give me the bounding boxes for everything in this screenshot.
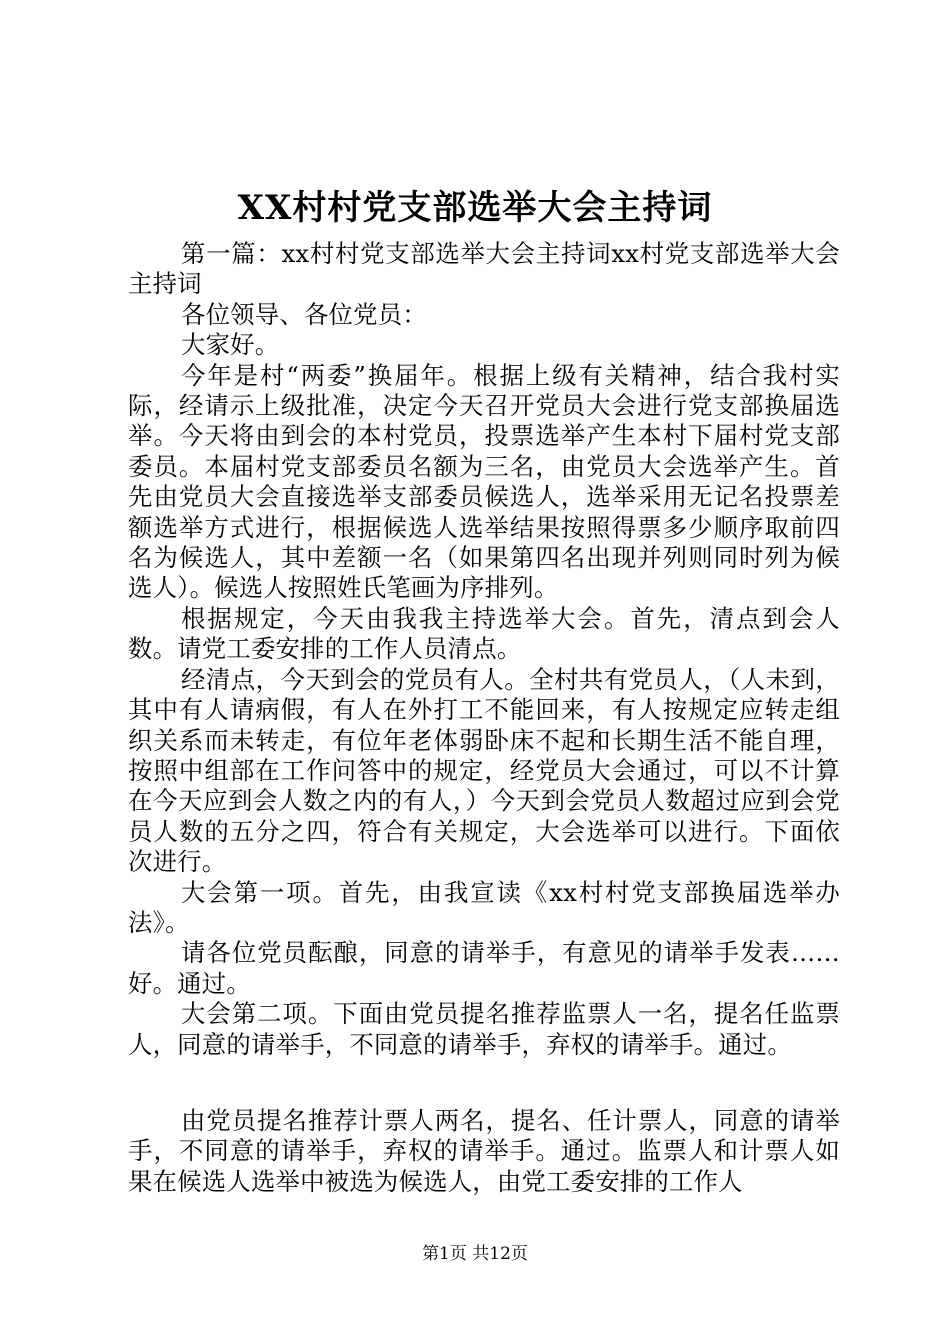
page-number-footer: 第1页 共12页 — [422, 1244, 528, 1264]
paragraph-heading: 第一篇：xx村村党支部选举大会主持词xx村党支部选举大会主持词 — [128, 239, 840, 299]
paragraph-item-two: 大会第二项。下面由党员提名推荐监票人一名，提名任监票人，同意的请举手，不同意的请举手，弃权的请举手。通过。 — [128, 999, 840, 1059]
paragraph-salutation: 各位领导、各位党员： — [181, 299, 427, 329]
paragraph-vote-counters: 由党员提名推荐计票人两名，提名、任计票人，同意的请举手，不同意的请举手，弃权的请举手。通过。监票人和计票人如果在候选人选举中被选为候选人，由党工委安排的工作人 — [128, 1105, 840, 1196]
paragraph-attendance-result: 经清点，今天到会的党员有人。全村共有党员人，（人未到，其中有人请病假，有人在外打工不能回来，有人按规定应转走组织关系而未转走，有位年老体弱卧床不起和长期生活不能自理，按照中组部在工作问答中的规定，经党员大会通过，可以不计算在今天应到会人数之内的有人，）今天到会党员人数超过应到会党员人数的五分之四，符合有关规定，大会选举可以进行。下面依次进行。 — [128, 664, 840, 877]
paragraph-approval: 请各位党员酝酿，同意的请举手，有意见的请举手发表……好。通过。 — [128, 938, 840, 998]
paragraph-item-one: 大会第一项。首先，由我宣读《xx村村党支部换届选举办法》。 — [128, 877, 840, 937]
paragraph-election-background: 今年是村“两委”换届年。根据上级有关精神，结合我村实际，经请示上级批准，决定今天召开党员大会进行党支部换届选举。今天将由到会的本村党员，投票选举产生本村下届村党支部委员。本届村党支部委员名额为三名，由党员大会选举产生。首先由党员大会直接选举支部委员候选人，选举采用无记名投票差额选举方式进行，根据候选人选举结果按照得票多少顺序取前四名为候选人，其中差额一名（如果第四名出现并列则同时列为候选人）。候选人按照姓氏笔画为序排列。 — [128, 360, 840, 603]
paragraph-attendance-check: 根据规定，今天由我我主持选举大会。首先，清点到会人数。请党工委安排的工作人员清点。 — [128, 603, 840, 664]
document-title: XX村村党支部选举大会主持词 — [237, 188, 713, 228]
paragraph-spacer — [128, 1060, 840, 1106]
document-body — [128, 239, 840, 1197]
paragraph-greeting: 大家好。 — [181, 330, 280, 360]
